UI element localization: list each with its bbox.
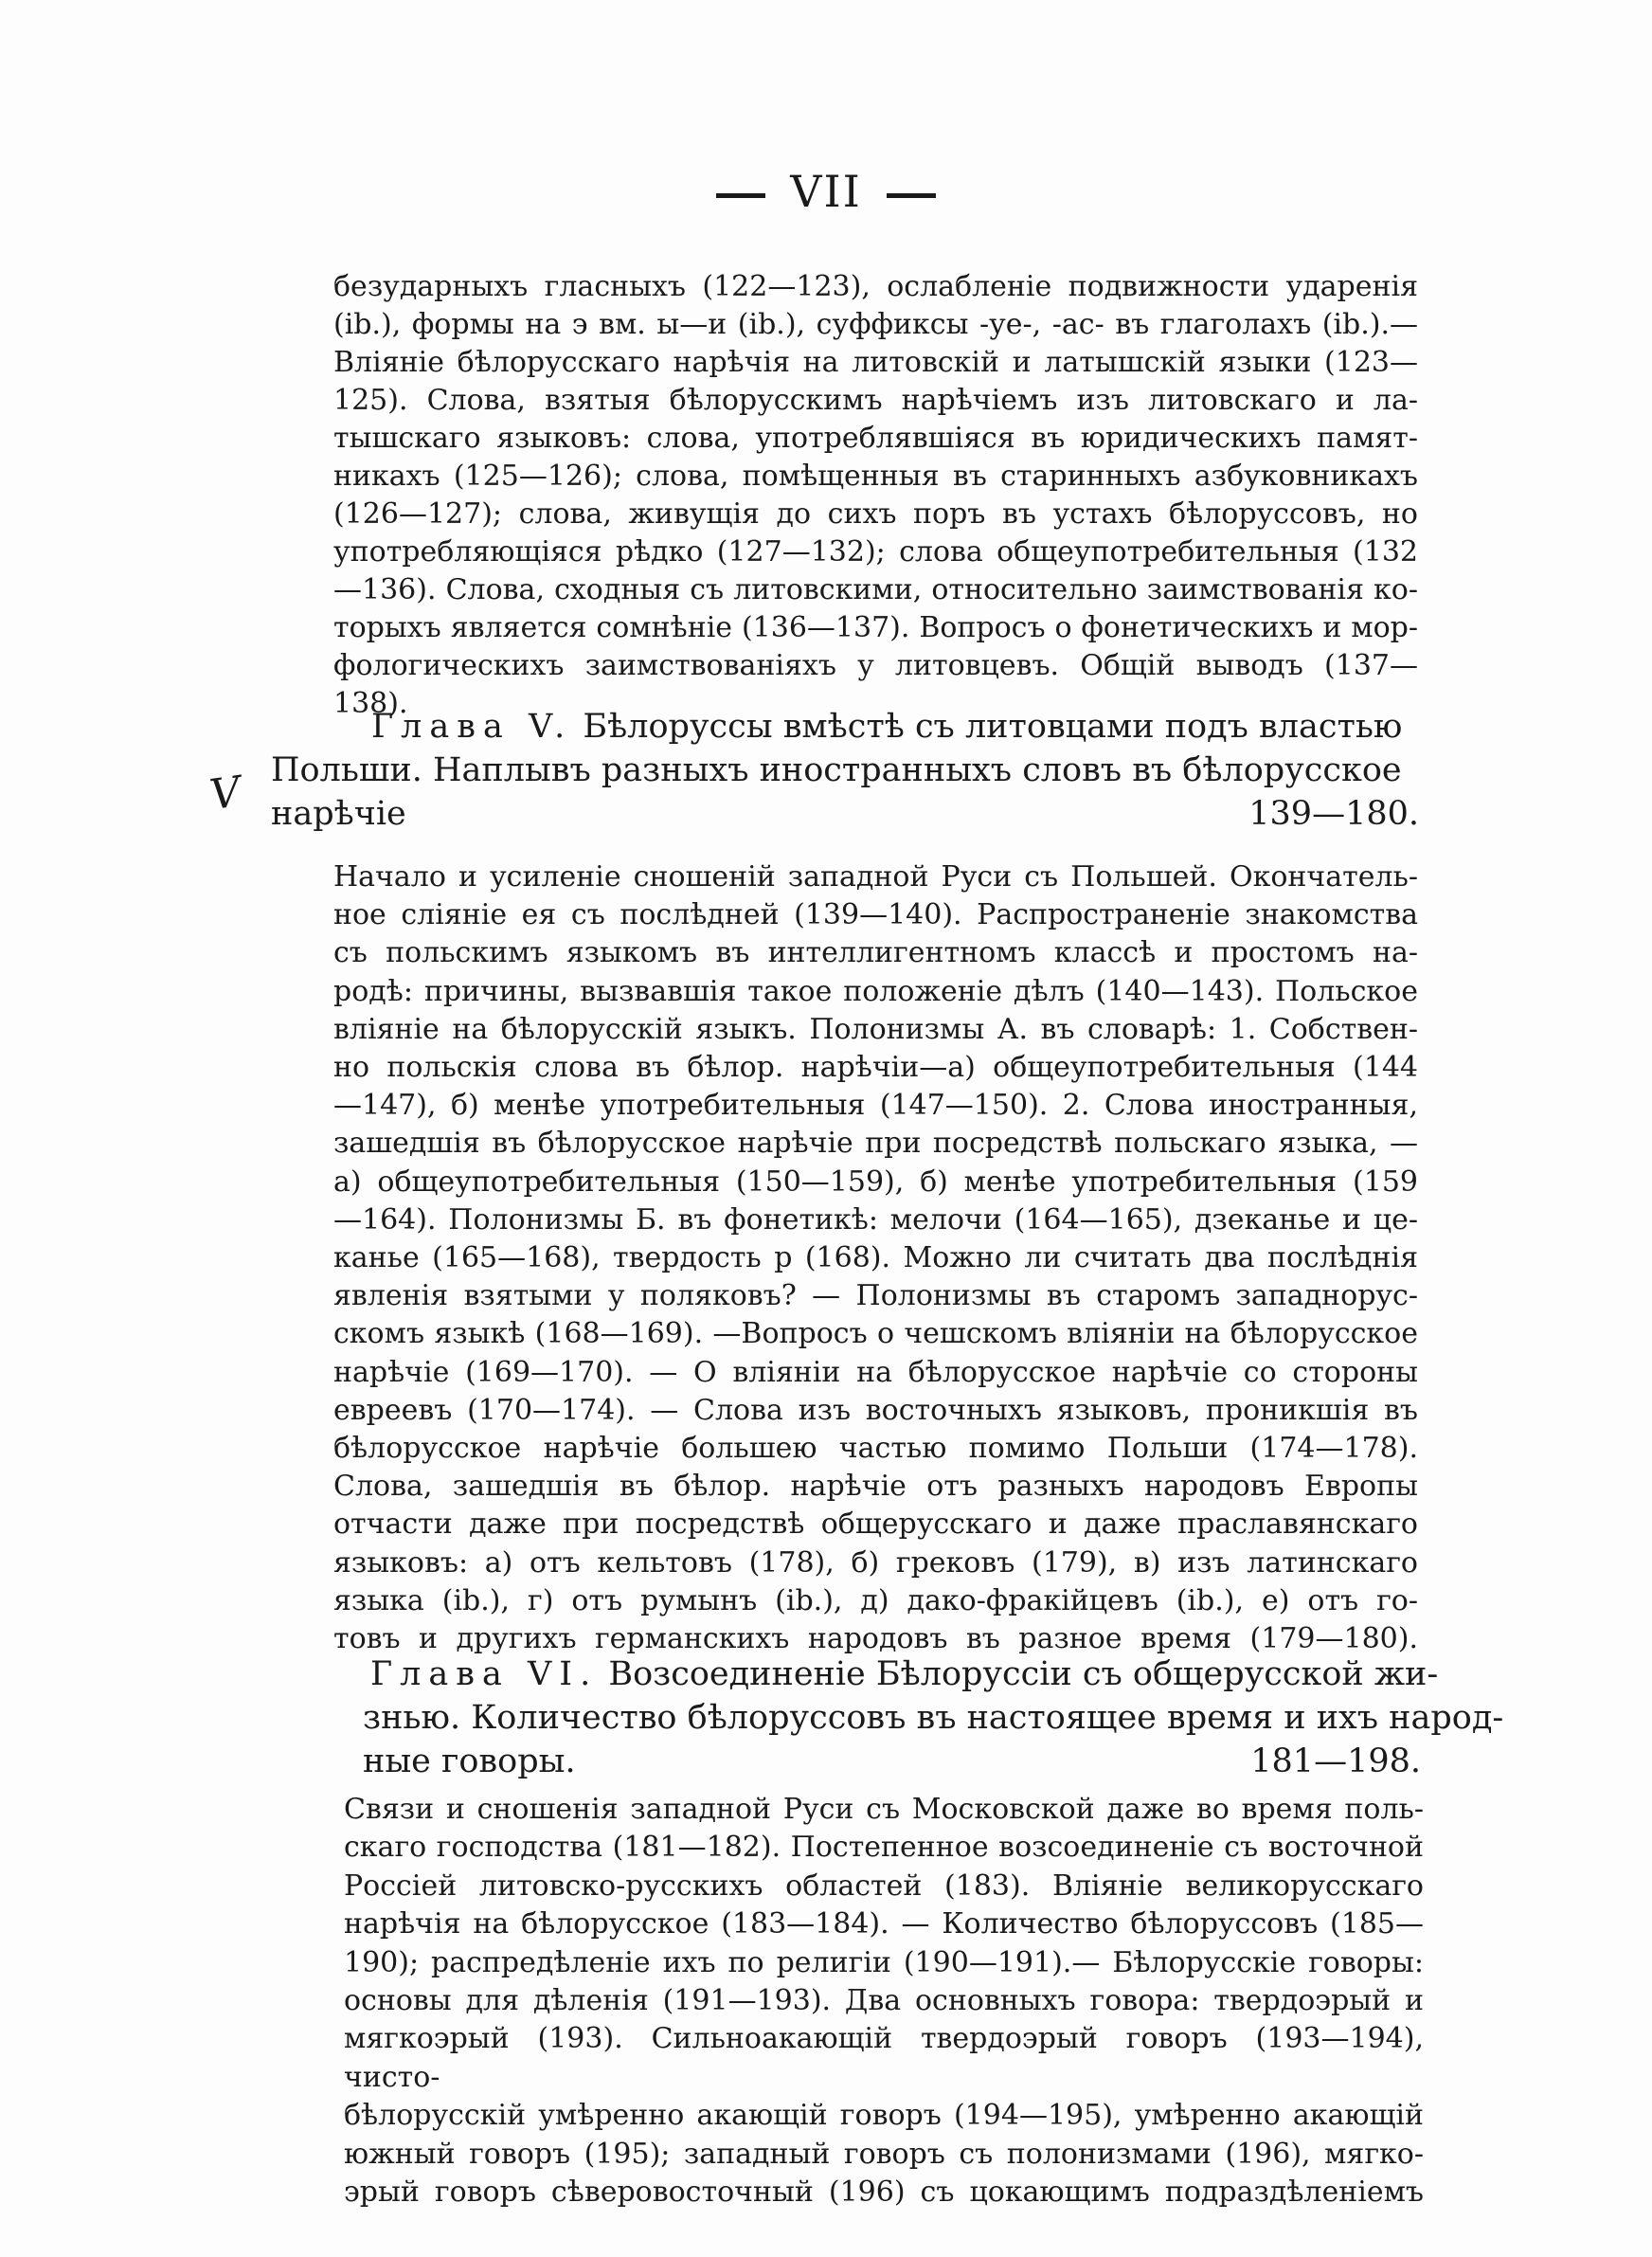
- chapter-5-title-row: [271, 792, 1419, 836]
- text-line: безударныхъ гласныхъ (122—123), ослабленіе подвижности ударенія: [333, 270, 1418, 303]
- text-line: отчасти даже при посредствѣ общерусскаго и даже праславянскаго: [333, 1508, 1418, 1542]
- text-line: но польскія слова въ бѣлор. нарѣчіи—а) общеупотребительныя (144: [333, 1051, 1418, 1085]
- chapter-5-title-line: Польши. Наплывъ разныхъ иностранныхъ словъ въ бѣлорусское: [271, 751, 1402, 789]
- text-line: Россіей литовско-русскихъ областей (183). Вліяніе великорусскаго: [344, 1869, 1424, 1903]
- text-line: съ польскимъ языкомъ въ интеллигентномъ классѣ и простомъ на-: [333, 936, 1418, 970]
- chapter-6-title-line: знью. Количество бѣлоруссовъ въ настоящее время и ихъ народ-: [363, 1699, 1504, 1737]
- text-line: вліяніе на бѣлорусскій языкъ. Полонизмы А. въ словарѣ: 1. Собствен-: [333, 1012, 1418, 1046]
- text-line: скаго господства (181—182). Постепенное возсоединеніе съ восточной: [344, 1831, 1424, 1865]
- text-line: Вліяніе бѣлорусскаго нарѣчія на литовскій и латышскій языки (123—: [333, 346, 1418, 379]
- text-line: нарѣчіе (169—170). — О вліяніи на бѣлорусское нарѣчіе со стороны: [333, 1355, 1418, 1389]
- text-line: торыхъ является сомнѣніе (136—137). Вопросъ о фонетическихъ и мор-: [333, 611, 1418, 644]
- text-line: южный говоръ (195); западный говоръ съ полонизмами (196), мягко-: [344, 2137, 1424, 2171]
- text-line: (ib.), формы на э вм. ы—и (ib.), суффиксы -уе-, -ас- въ глаголахъ (ib.).—: [333, 308, 1418, 341]
- chapter-5-title-line: Бѣлоруссы вмѣстѣ съ литовцами подъ властью: [583, 708, 1403, 746]
- text-line: языковъ: а) отъ кельтовъ (178), б) грековъ (179), в) изъ латинскаго: [333, 1545, 1418, 1580]
- text-line: основы для дѣленія (191—193). Два основныхъ говора: твердоэрый и: [344, 1984, 1424, 2018]
- text-line: канье (165—168), твердость р (168). Можно ли считать два послѣднія: [333, 1241, 1418, 1275]
- chapter-5-summary: [333, 858, 1418, 1658]
- text-line: ное сліяніе ея съ послѣдней (139—140). Распространеніе знакомства: [333, 898, 1418, 932]
- text-line: 125). Слова, взятыя бѣлорусскимъ нарѣчіемъ изъ литовскаго и ла-: [333, 384, 1418, 417]
- chapter-6-title-row: [363, 1652, 1439, 1696]
- chapter-6-title-row: [363, 1740, 1421, 1783]
- page-number: VII: [790, 166, 862, 217]
- text-line: (126—127); слова, живущія до сихъ поръ въ устахъ бѣлоруссовъ, но: [333, 497, 1418, 531]
- text-line: скомъ языкѣ (168—169). —Вопросъ о чешскомъ вліяніи на бѣлорусское: [333, 1317, 1418, 1351]
- text-line: 190); распредѣленіе ихъ по религіи (190—191).— Бѣлорусскіе говоры:: [344, 1945, 1424, 1979]
- text-line: Связи и сношенія западной Руси съ Московской даже во время поль-: [344, 1793, 1424, 1826]
- chapter-6-heading: [363, 1652, 1504, 1783]
- chapter-5-label: Глава V.: [371, 708, 573, 746]
- text-line: фологическихъ заимствованіяхъ у литовцевъ. Общій выводъ (137—138).: [333, 649, 1418, 720]
- text-line: нарѣчія на бѣлорусское (183—184). — Количество бѣлоруссовъ (185—: [344, 1907, 1424, 1941]
- chapter-6-title-row: [363, 1696, 1504, 1740]
- text-line: эрый говоръ сѣверовосточный (196) съ цокающимъ подраздѣленіемъ: [344, 2176, 1424, 2210]
- text-line: —164). Полонизмы Б. въ фонетикѣ: мелочи (164—165), дзеканье и це-: [333, 1202, 1418, 1237]
- text-line: явленія взятыми у поляковъ? — Полонизмы въ старомъ западнорус-: [333, 1279, 1418, 1313]
- chapter-5-title-row: [271, 749, 1419, 792]
- text-line: родѣ: причины, вызвавшія такое положеніе дѣлъ (140—143). Польское: [333, 974, 1418, 1008]
- chapter-5-title-row: [271, 705, 1419, 749]
- text-line: тышскаго языковъ: слова, употреблявшіяся въ юридическихъ памят-: [333, 422, 1418, 455]
- chapter-5-pages: 139—180.: [1248, 795, 1419, 833]
- intro-paragraph: [333, 268, 1418, 723]
- text-line: Слова, зашедшія въ бѣлор. нарѣчіе отъ разныхъ народовъ Европы: [333, 1470, 1418, 1504]
- chapter-5-heading: [271, 705, 1419, 836]
- chapter-6-label: Глава VI.: [370, 1655, 599, 1693]
- text-line: Начало и усиленіе сношеній западной Руси съ Польшей. Окончатель-: [333, 860, 1418, 894]
- running-head: [0, 166, 1652, 217]
- chapter-6-title-line: ные говоры.: [363, 1742, 576, 1780]
- text-line: бѣлорусское нарѣчіе большею частью помимо Польши (174—178).: [333, 1432, 1418, 1466]
- text-line: —136). Слова, сходныя съ литовскими, относительно заимствованія ко-: [333, 573, 1418, 606]
- text-line: употребляющіяся рѣдко (127—132); слова общеупотребительныя (132: [333, 535, 1418, 569]
- text-line: мягкоэрый (193). Сильноакающій твердоэрый говоръ (193—194), чисто-: [344, 2022, 1424, 2094]
- text-line: евреевъ (170—174). — Слова изъ восточныхъ языковъ, проникшія въ: [333, 1393, 1418, 1427]
- text-line: а) общеупотребительныя (150—159), б) менѣе употребительныя (159: [333, 1165, 1418, 1199]
- right-dash: [887, 193, 936, 198]
- margin-mark: V: [206, 767, 244, 820]
- chapter-6-pages: 181—198.: [1250, 1742, 1421, 1780]
- text-line: языка (ib.), г) отъ румынъ (ib.), д) дако-фракійцевъ (ib.), е) отъ го-: [333, 1583, 1418, 1617]
- text-line: зашедшія въ бѣлорусское нарѣчіе при посредствѣ польскаго языка, —: [333, 1127, 1418, 1161]
- text-line: товъ и другихъ германскихъ народовъ въ разное время (179—180).: [333, 1622, 1418, 1656]
- text-line: никахъ (125—126); слова, помѣщенныя въ старинныхъ азбуковникахъ: [333, 460, 1418, 493]
- chapter-6-title-line: Возсоединеніе Бѣлоруссіи съ общерусской жи-: [608, 1655, 1439, 1693]
- text-line: бѣлорусскій умѣренно акающій говоръ (194—195), умѣренно акающій: [344, 2099, 1424, 2133]
- chapter-5-title-line: нарѣчіе: [271, 795, 406, 833]
- chapter-6-summary: [344, 1791, 1424, 2212]
- left-dash: [716, 193, 765, 198]
- text-line: —147), б) менѣе употребительныя (147—150). 2. Слова иностранныя,: [333, 1089, 1418, 1123]
